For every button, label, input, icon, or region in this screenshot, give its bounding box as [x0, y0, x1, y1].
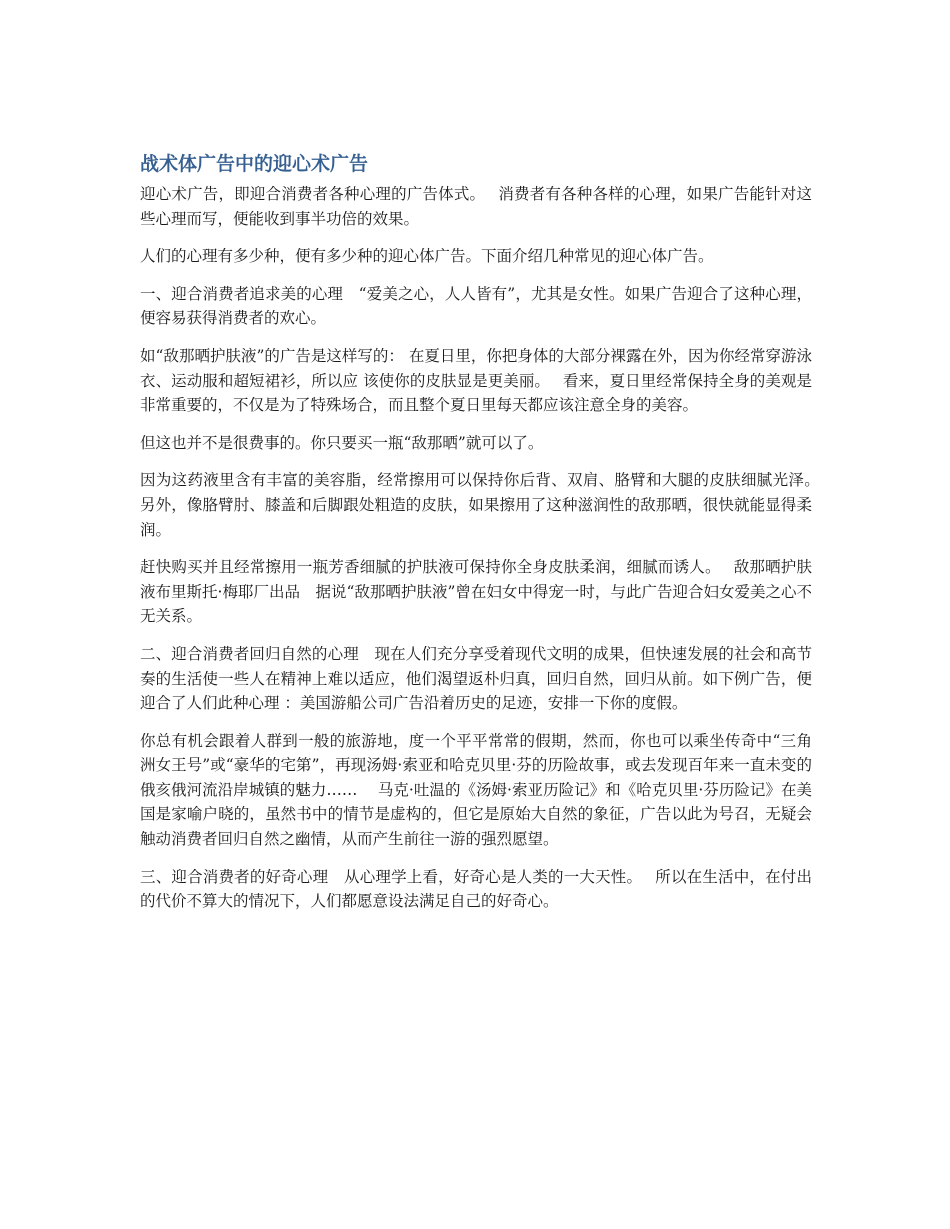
document-title: 战术体广告中的迎心术广告	[140, 153, 369, 175]
paragraph-example-ad-4: 赶快购买并且经常擦用一瓶芳香细腻的护肤液可保持你全身皮肤柔润，细腻而诱人。 敌那晒护肤液布里斯托·梅耶厂出品 据说“敌那晒护肤液”曾在妇女中得宠一时，与此广告迎合妇女爱美之心不无关系。	[140, 558, 812, 626]
paragraph-section-3: 三、迎合消费者的好奇心理 从心理学上看，好奇心是人类的一大天性。 所以在生活中，在付出的代价不算大的情况下，人们都愿意设法满足自己的好奇心。	[140, 867, 812, 911]
paragraph-section-2: 二、迎合消费者回归自然的心理 现在人们充分享受着现代文明的成果，但快速发展的社会和高节奏的生活使一些人在精神上难以适应，他们渴望返朴归真，回归自然，回归从前。如下例广告，便迎合了人们此种心理 ：美国游船公司广告沿着历史的足迹，安排一下你的度假。	[140, 644, 812, 713]
paragraph-overview: 人们的心理有多少种，便有多少种的迎心体广告。下面介绍几种常见的迎心体广告。	[140, 247, 714, 266]
paragraph-intro: 迎心术广告，即迎合消费者各种心理的广告体式。 消费者有各种各样的心理，如果广告能针对这些心理而写，便能收到事半功倍的效果。	[140, 185, 812, 228]
paragraph-example-cruise: 你总有机会跟着人群到一般的旅游地，度一个平平常常的假期，然而，你也可以乘坐传奇中“三角洲女王号”或“豪华的宅第”，再现汤姆·索亚和哈克贝里·芬的历险故事，或去发现百年来一直未变的俄亥俄河流沿岸城镇的魅力…… 马克·吐温的《汤姆·索亚历险记》和《哈克贝里·芬历险记》在美国是家喻户晓的，虽然书中的情节是虚构的，但它是原始大自然的象征，广告以此为号召，无疑会触动消费者回归自然之幽情，从而产生前往一游的强烈愿望。	[140, 731, 812, 849]
paragraph-example-ad: 如“敌那晒护肤液”的广告是这样写的： 在夏日里，你把身体的大部分裸露在外，因为你经常穿游泳衣、运动服和超短裙衫，所以应 该使你的皮肤显是更美丽。 看来，夏日里经常保持全身的美观是非常重要的，不仅是为了特殊场合，而且整个夏日里每天都应该注意全身的美容。	[140, 346, 812, 415]
paragraph-section-1: 一、迎合消费者追求美的心理 “爱美之心，人人皆有”，尤其是女性。如果广告迎合了这种心理，便容易获得消费者的欢心。	[140, 284, 812, 328]
paragraph-example-ad-3: 因为这药液里含有丰富的美容脂，经常擦用可以保持你后背、双肩、胳臂和大腿的皮肤细腻光泽。 另外，像胳臂肘、膝盖和后脚跟处粗造的皮肤，如果擦用了这种滋润性的敌那晒，很快就能显得柔润。	[140, 471, 833, 539]
document-page	[140, 150, 833, 927]
paragraph-example-ad-2: 但这也并不是很费事的。你只要买一瓶“敌那晒”就可以了。	[140, 433, 544, 452]
